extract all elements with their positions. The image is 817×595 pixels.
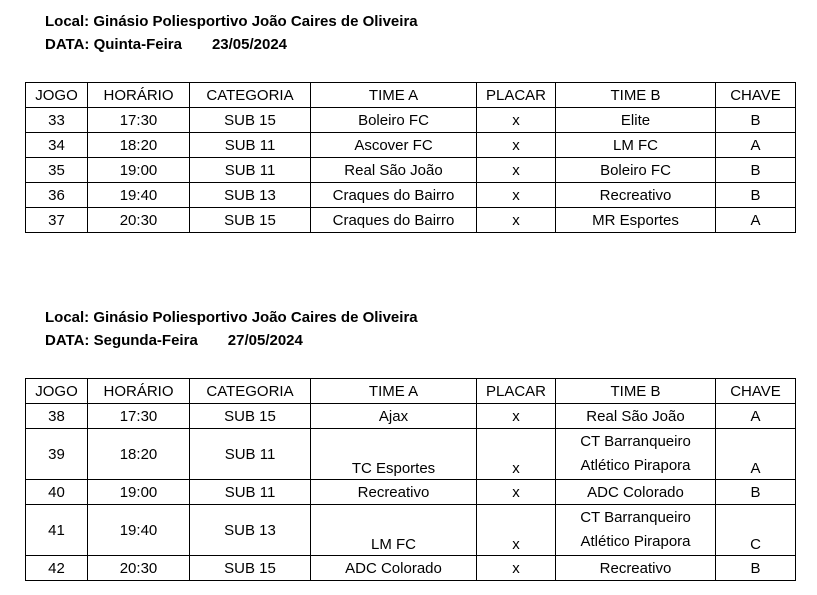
cell-placar: x [477, 404, 556, 429]
column-header-time-a: TIME A [311, 379, 477, 404]
cell-chave: B [716, 108, 796, 133]
header-row [26, 379, 796, 404]
cell-time-b: Recreativo [556, 556, 716, 581]
cell-categoria: SUB 15 [190, 108, 311, 133]
cell-categoria: SUB 13 [190, 183, 311, 208]
cell-horario: 17:30 [88, 108, 190, 133]
cell-horario: 18:20 [88, 429, 190, 480]
cell-placar: x [477, 208, 556, 233]
schedule-table [25, 378, 796, 581]
cell-time-b: Boleiro FC [556, 158, 716, 183]
table-row [26, 208, 796, 233]
cell-chave: A [716, 133, 796, 158]
date-label: DATA: Quinta-Feira [45, 36, 182, 53]
cell-horario: 20:30 [88, 208, 190, 233]
cell-chave: B [716, 183, 796, 208]
cell-jogo: 33 [26, 108, 88, 133]
column-header-time-a: TIME A [311, 83, 477, 108]
section-header [45, 306, 418, 352]
cell-chave: B [716, 480, 796, 505]
column-header-jogo: JOGO [26, 379, 88, 404]
date-value: 23/05/2024 [211, 36, 288, 53]
time-b-line-1: CT Barranqueiro [580, 509, 691, 526]
cell-categoria: SUB 11 [190, 158, 311, 183]
cell-chave: C [716, 505, 796, 556]
cell-horario: 19:40 [88, 183, 190, 208]
cell-categoria: SUB 15 [190, 404, 311, 429]
date-value: 27/05/2024 [227, 332, 303, 349]
table-row [26, 108, 796, 133]
cell-time-a: Boleiro FC [311, 108, 477, 133]
venue-label: Local: Ginásio Poliesportivo João Caires de Oliveira [45, 13, 418, 30]
time-b-line-2: Atlético Pirapora [580, 457, 691, 474]
cell-time-a: Ajax [311, 404, 477, 429]
date-label: DATA: Segunda-Feira [45, 332, 198, 349]
section-header [45, 10, 418, 56]
cell-categoria: SUB 15 [190, 556, 311, 581]
cell-time-a: Craques do Bairro [311, 208, 477, 233]
cell-time-a: LM FC [311, 505, 477, 556]
cell-time-b: ADC Colorado [556, 480, 716, 505]
table-row [26, 158, 796, 183]
cell-jogo: 35 [26, 158, 88, 183]
cell-time-b: Elite [556, 108, 716, 133]
column-header-time-b: TIME B [556, 83, 716, 108]
cell-chave: A [716, 404, 796, 429]
header-row [26, 83, 796, 108]
column-header-chave: CHAVE [716, 379, 796, 404]
column-header-categoria: CATEGORIA [190, 83, 311, 108]
cell-chave: B [716, 158, 796, 183]
cell-jogo: 36 [26, 183, 88, 208]
cell-time-a: ADC Colorado [311, 556, 477, 581]
column-header-placar: PLACAR [477, 379, 556, 404]
cell-jogo: 39 [26, 429, 88, 480]
cell-time-a: TC Esportes [311, 429, 477, 480]
cell-time-b: Real São João [556, 404, 716, 429]
date-line [45, 33, 418, 56]
cell-jogo: 42 [26, 556, 88, 581]
column-header-jogo: JOGO [26, 83, 88, 108]
cell-placar: x [477, 480, 556, 505]
table-row [26, 429, 796, 480]
venue-label: Local: Ginásio Poliesportivo João Caires de Oliveira [45, 309, 418, 326]
cell-categoria: SUB 13 [190, 505, 311, 556]
cell-time-b: Recreativo [556, 183, 716, 208]
cell-placar: x [477, 158, 556, 183]
cell-chave: A [716, 208, 796, 233]
cell-placar: x [477, 133, 556, 158]
table-row [26, 404, 796, 429]
column-header-placar: PLACAR [477, 83, 556, 108]
column-header-chave: CHAVE [716, 83, 796, 108]
cell-placar: x [477, 556, 556, 581]
cell-horario: 20:30 [88, 556, 190, 581]
time-b-line-2: Atlético Pirapora [580, 533, 691, 550]
column-header-time-b: TIME B [556, 379, 716, 404]
table-row [26, 556, 796, 581]
cell-chave: A [716, 429, 796, 480]
cell-time-a: Recreativo [311, 480, 477, 505]
cell-categoria: SUB 15 [190, 208, 311, 233]
cell-placar: x [477, 505, 556, 556]
column-header-categoria: CATEGORIA [190, 379, 311, 404]
table-row [26, 133, 796, 158]
cell-placar: x [477, 183, 556, 208]
cell-placar: x [477, 108, 556, 133]
cell-horario: 19:40 [88, 505, 190, 556]
cell-time-b: MR Esportes [556, 208, 716, 233]
cell-categoria: SUB 11 [190, 133, 311, 158]
cell-jogo: 37 [26, 208, 88, 233]
cell-jogo: 34 [26, 133, 88, 158]
cell-chave: B [716, 556, 796, 581]
cell-horario: 17:30 [88, 404, 190, 429]
cell-jogo: 40 [26, 480, 88, 505]
cell-horario: 18:20 [88, 133, 190, 158]
cell-categoria: SUB 11 [190, 480, 311, 505]
time-b-line-1: CT Barranqueiro [580, 433, 691, 450]
cell-jogo: 41 [26, 505, 88, 556]
schedule-table [25, 82, 796, 233]
table-row [26, 505, 796, 556]
cell-time-b [556, 429, 716, 480]
cell-time-b: LM FC [556, 133, 716, 158]
cell-time-a: Real São João [311, 158, 477, 183]
cell-jogo: 38 [26, 404, 88, 429]
cell-time-b [556, 505, 716, 556]
cell-horario: 19:00 [88, 480, 190, 505]
cell-horario: 19:00 [88, 158, 190, 183]
column-header-horario: HORÁRIO [88, 83, 190, 108]
date-line [45, 329, 418, 352]
cell-time-a: Craques do Bairro [311, 183, 477, 208]
cell-time-a: Ascover FC [311, 133, 477, 158]
table-row [26, 183, 796, 208]
column-header-horario: HORÁRIO [88, 379, 190, 404]
cell-placar: x [477, 429, 556, 480]
cell-categoria: SUB 11 [190, 429, 311, 480]
table-row [26, 480, 796, 505]
